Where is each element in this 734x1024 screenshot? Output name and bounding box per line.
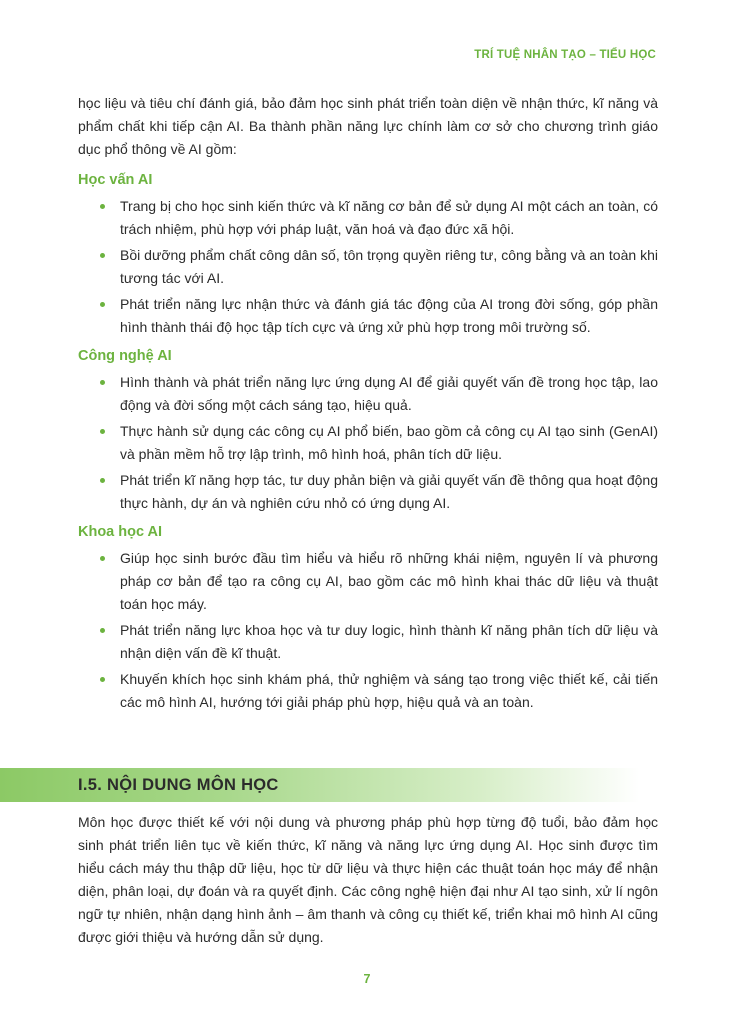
- list-item: Phát triển năng lực khoa học và tư duy logic, hình thành kĩ năng phân tích dữ liệu và nhận diện vấn đề kĩ thuật.: [78, 619, 658, 665]
- bullet-icon: [100, 478, 105, 483]
- group-list-hoc-van-ai: [78, 195, 658, 339]
- bullet-icon: [100, 302, 105, 307]
- list-item: Khuyến khích học sinh khám phá, thử nghiệm và sáng tạo trong việc thiết kế, cải tiến các mô hình AI, hướng tới giải pháp phù hợp, hiệu quả và an toàn.: [78, 668, 658, 714]
- group-list-khoa-hoc-ai: [78, 547, 658, 714]
- bullet-icon: [100, 556, 105, 561]
- section-paragraph: Môn học được thiết kế với nội dung và phương pháp phù hợp từng độ tuổi, bảo đảm học sinh phát triển liên tục về kiến thức, kĩ năng và năng lực ứng dụng AI. Học sinh được tìm hiểu cách máy thu thập dữ liệu, học từ dữ liệu và thực hiện các thuật toán học máy để nhận diện, phân loại, dự đoán và ra quyết định. Các công nghệ hiện đại như AI tạo sinh, xử lí ngôn ngữ tự nhiên, nhận dạng hình ảnh – âm thanh và công cụ thiết kế, triển khai mô hình AI cũng được giới thiệu và hướng dẫn sử dụng.: [78, 814, 658, 945]
- bullet-icon: [100, 253, 105, 258]
- bullet-icon: [100, 204, 105, 209]
- section-body: [78, 811, 658, 949]
- list-item: Thực hành sử dụng các công cụ AI phổ biến, bao gồm cả công cụ AI tạo sinh (GenAI) và phần mềm hỗ trợ lập trình, mô hình hoá, phân tích dữ liệu.: [78, 420, 658, 466]
- bullet-icon: [100, 628, 105, 633]
- list-item: Phát triển kĩ năng hợp tác, tư duy phản biện và giải quyết vấn đề thông qua hoạt động thực hành, dự án và nghiên cứu nhỏ có ứng dụng AI.: [78, 469, 658, 515]
- bullet-icon: [100, 677, 105, 682]
- group-title-hoc-van-ai: Học vấn AI: [78, 172, 153, 188]
- main-content: [78, 92, 658, 717]
- group-title-cong-nghe-ai: Công nghệ AI: [78, 348, 172, 364]
- group-title-khoa-hoc-ai: Khoa học AI: [78, 524, 163, 540]
- bullet-icon: [100, 429, 105, 434]
- section-title: I.5. NỘI DUNG MÔN HỌC: [78, 776, 279, 794]
- running-header: TRÍ TUỆ NHÂN TẠO – TIỂU HỌC: [474, 49, 656, 61]
- list-item: Giúp học sinh bước đầu tìm hiểu và hiểu rõ những khái niệm, nguyên lí và phương pháp cơ bản để tạo ra công cụ AI, bao gồm các mô hình khai thác dữ liệu và thuật toán học máy.: [78, 547, 658, 616]
- page-number: 7: [363, 972, 371, 986]
- group-list-cong-nghe-ai: [78, 371, 658, 515]
- list-item: Hình thành và phát triển năng lực ứng dụng AI để giải quyết vấn đề trong học tập, lao động và đời sống một cách sáng tạo, hiệu quả.: [78, 371, 658, 417]
- intro-paragraph: học liệu và tiêu chí đánh giá, bảo đảm học sinh phát triển toàn diện về nhận thức, kĩ năng và phẩm chất khi tiếp cận AI. Ba thành phần năng lực chính làm cơ sở cho chương trình giáo dục phổ thông về AI gồm:: [78, 95, 658, 157]
- list-item: Phát triển năng lực nhận thức và đánh giá tác động của AI trong đời sống, góp phần hình thành thái độ học tập tích cực và ứng xử phù hợp trong môi trường số.: [78, 293, 658, 339]
- bullet-icon: [100, 380, 105, 385]
- list-item: Trang bị cho học sinh kiến thức và kĩ năng cơ bản để sử dụng AI một cách an toàn, có trách nhiệm, phù hợp với pháp luật, văn hoá và đạo đức xã hội.: [78, 195, 658, 241]
- list-item: Bồi dưỡng phẩm chất công dân số, tôn trọng quyền riêng tư, công bằng và an toàn khi tương tác với AI.: [78, 244, 658, 290]
